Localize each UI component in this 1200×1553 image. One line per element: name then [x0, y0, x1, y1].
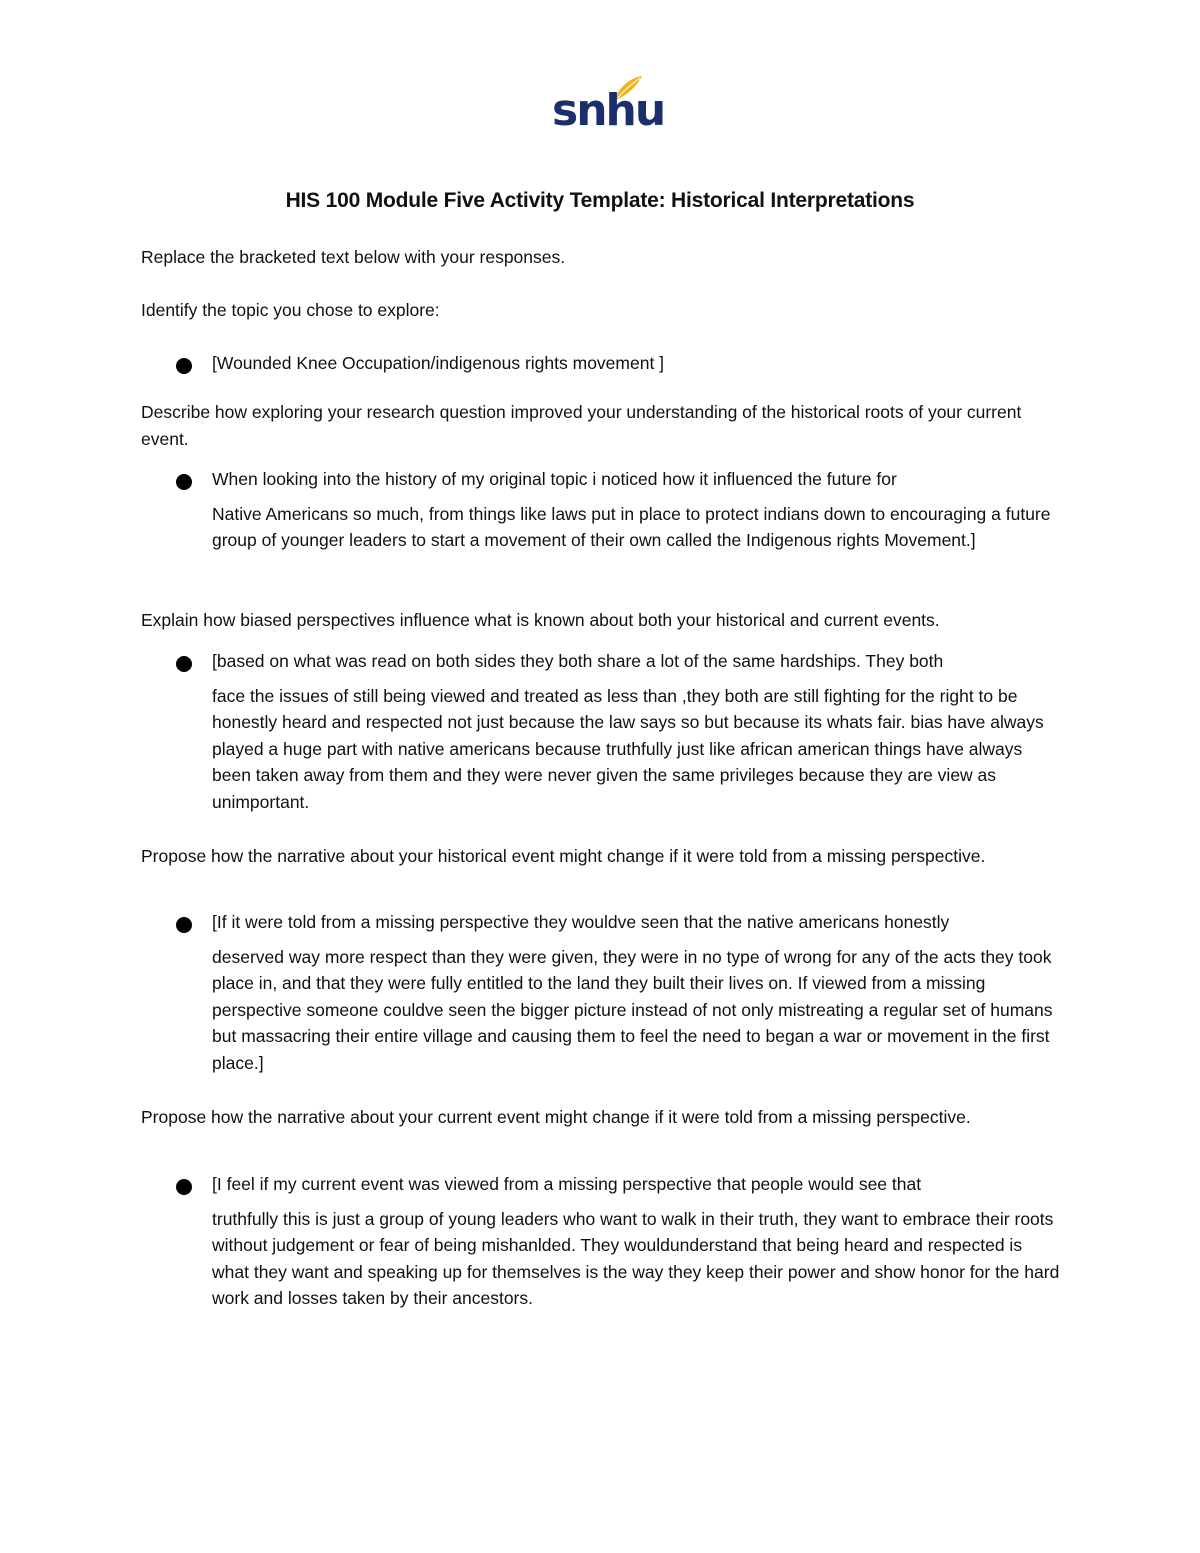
section-2-prompt: Describe how exploring your research question improved your understanding of the historical roots of your current event. — [141, 402, 1022, 449]
bullet-icon — [176, 656, 192, 672]
bullet-icon — [176, 1179, 192, 1195]
section-4-prompt: Propose how the narrative about your historical event might change if it were told from a missing perspective. — [141, 846, 986, 866]
bullet-icon — [176, 474, 192, 490]
section-4-answer-rest: deserved way more respect than they were given, they were in no type of wrong for any of the acts they took place in, and that they were fully entitled to the land they built their lives on. If viewed from a missing perspective someone couldve seen the bigger picture instead of not only mistreating a regular set of humans but massacring their entire village and causing them to feel the need to began a war or movement in the first place.] — [212, 946, 1053, 1073]
bullet-icon — [176, 358, 192, 374]
section-4-answer-first: [If it were told from a missing perspective they wouldve seen that the native americans honestly — [212, 912, 950, 932]
section-3-prompt: Explain how biased perspectives influence what is known about both your historical and current events. — [141, 610, 940, 630]
section-1-prompt: Identify the topic you chose to explore: — [141, 300, 440, 320]
section-3-answer-first: [based on what was read on both sides they both share a lot of the same hardships. They both — [212, 651, 944, 671]
bullet-icon — [176, 917, 192, 933]
section-2-answer-rest: Native Americans so much, from things like laws put in place to protect indians down to encouraging a future group of younger leaders to start a movement of their own called the Indigenous rights Movement.] — [212, 503, 1051, 550]
document-title: HIS 100 Module Five Activity Template: Historical Interpretations — [285, 189, 915, 212]
section-3-answer-rest: face the issues of still being viewed and treated as less than ,they both are still fighting for the right to be honestly heard and respected not just because the law says so but because its whats fair. bias have always played a huge part with native americans because truthfully just like african american things have always been taken away from them and they were never given the same privileges because they are view as unimportant. — [212, 685, 1044, 812]
snhu-logo — [552, 74, 665, 138]
logo-wordmark: snhu — [552, 85, 665, 136]
section-5-answer-rest: truthfully this is just a group of young leaders who want to walk in their truth, they want to embrace their roots without judgement or fear of being mishanlded. They wouldunderstand that being heard and respected is what they want and speaking up for themselves is the way they keep their power and show honor for the hard work and losses taken by their ancestors. — [212, 1208, 1060, 1308]
section-5-answer-first: [I feel if my current event was viewed from a missing perspective that people would see that — [212, 1174, 922, 1194]
instructions-text: Replace the bracketed text below with your responses. — [141, 247, 566, 267]
section-5-prompt: Propose how the narrative about your current event might change if it were told from a missing perspective. — [141, 1107, 971, 1127]
section-1-answer-line: [Wounded Knee Occupation/indigenous rights movement ] — [212, 353, 665, 373]
section-2-answer-first: When looking into the history of my original topic i noticed how it influenced the future for — [212, 469, 897, 489]
